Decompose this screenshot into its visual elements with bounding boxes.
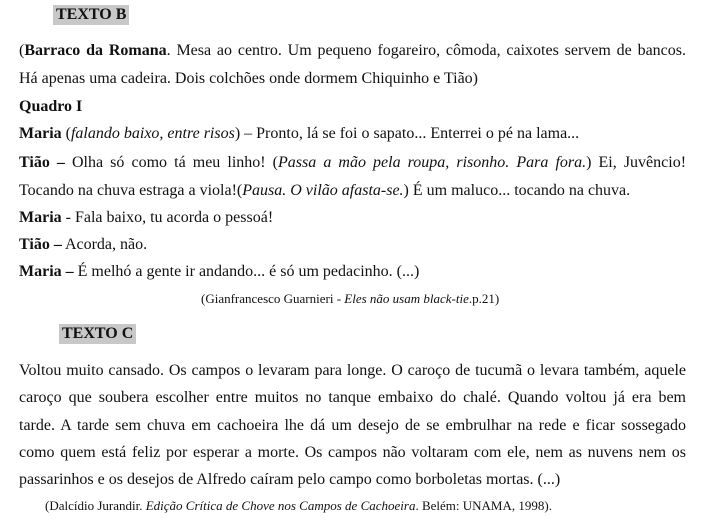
stage-direction-line-1: (Barraco da Romana. Mesa ao centro. Um pequeno fogareiro, cômoda, caixotes servem de bancos.: [19, 42, 687, 59]
dialogue-text: – Pronto, lá se foi o sapato... Enterrei o pé na lama...: [240, 125, 580, 142]
dialogue-line-1: Maria (falando baixo, entre risos) – Pronto, lá se foi o sapato... Enterrei o pé na lama...: [19, 125, 580, 142]
stage-direction-line-2: Há apenas uma cadeira. Dois colchões onde dormem Chiquinho e Tião): [19, 70, 478, 87]
dialogue-line-3: [19, 181, 630, 201]
stage-direction: falando baixo, entre risos: [70, 125, 235, 142]
paragraph-line-5: passarinhos e os desejos de Alfredo caíram pelo campo como borboletas mortas. (...): [19, 471, 561, 488]
speaker-name: Maria: [19, 209, 62, 226]
texto-c-citation: (Dalcídio Jurandir. Edição Crítica de Chove nos Campos de Cachoeira. Belém: UNAMA, 1998).: [45, 498, 552, 513]
stage-direction: Passa a mão pela roupa, risonho. Para fora.: [278, 154, 587, 171]
dialogue-text: ) É um maluco... tocando na chuva.: [403, 182, 631, 199]
texto-b-header: TEXTO B: [53, 5, 129, 25]
stage-direction-line-1-rest: . Mesa ao centro. Um pequeno fogareiro, cômoda, caixotes servem de bancos.: [166, 42, 687, 59]
texto-c-header: TEXTO C: [59, 324, 136, 344]
texto-b-citation: (Gianfrancesco Guarnieri - Eles não usam black-tie.p.21): [201, 291, 500, 306]
citation-title: Eles não usam black-tie: [344, 291, 469, 306]
stage-direction: Pausa. O vilão afasta-se.: [242, 182, 404, 199]
citation-title: Edição Crítica de Chove nos Campos de Cachoeira: [145, 498, 416, 513]
dialogue-line-4: [19, 208, 273, 228]
dialogue-text: Acorda, não.: [61, 236, 148, 253]
speaker-name: Maria –: [19, 263, 74, 280]
dialogue-line-2: [19, 153, 686, 173]
dialogue-text: É melhó a gente ir andando... é só um pedacinho. (...): [73, 263, 420, 280]
dialogue-text: Olha só como tá meu linho! (: [64, 154, 279, 171]
paragraph-line-1: Voltou muito cansado. Os campos o levaram para longe. O caroço de tucumã o levara também, aquele: [19, 362, 686, 379]
dialogue-text: ) Ei, Juvêncio!: [586, 154, 687, 171]
stage-direction-title: Barraco da Romana: [24, 42, 167, 59]
paragraph-line-2: caroço que soubera escolher entre muitos no tanque embaixo do chalé. Quando voltou já era bem: [19, 389, 686, 406]
dialogue-text: Tocando na chuva estraga a viola!(: [19, 182, 243, 199]
scene-label: Quadro I: [19, 98, 83, 115]
dialogue-line-6: [19, 262, 419, 282]
speaker-name: Tião –: [19, 236, 62, 253]
paragraph-line-4: como quem está feliz por esperar a morte. Os campos não voltaram com ele, nem as nuvens nem os: [19, 444, 686, 461]
speaker-name: Maria: [19, 125, 62, 142]
dialogue-line-5: [19, 235, 147, 255]
paragraph-line-3: tarde. A tarde sem chuva em cachoeira lhe dá um desejo de se embrulhar na rede e ficar sossegado: [19, 417, 686, 434]
dialogue-text: - Fala baixo, tu acorda o pessoá!: [61, 209, 274, 226]
speaker-name: Tião –: [19, 154, 65, 171]
